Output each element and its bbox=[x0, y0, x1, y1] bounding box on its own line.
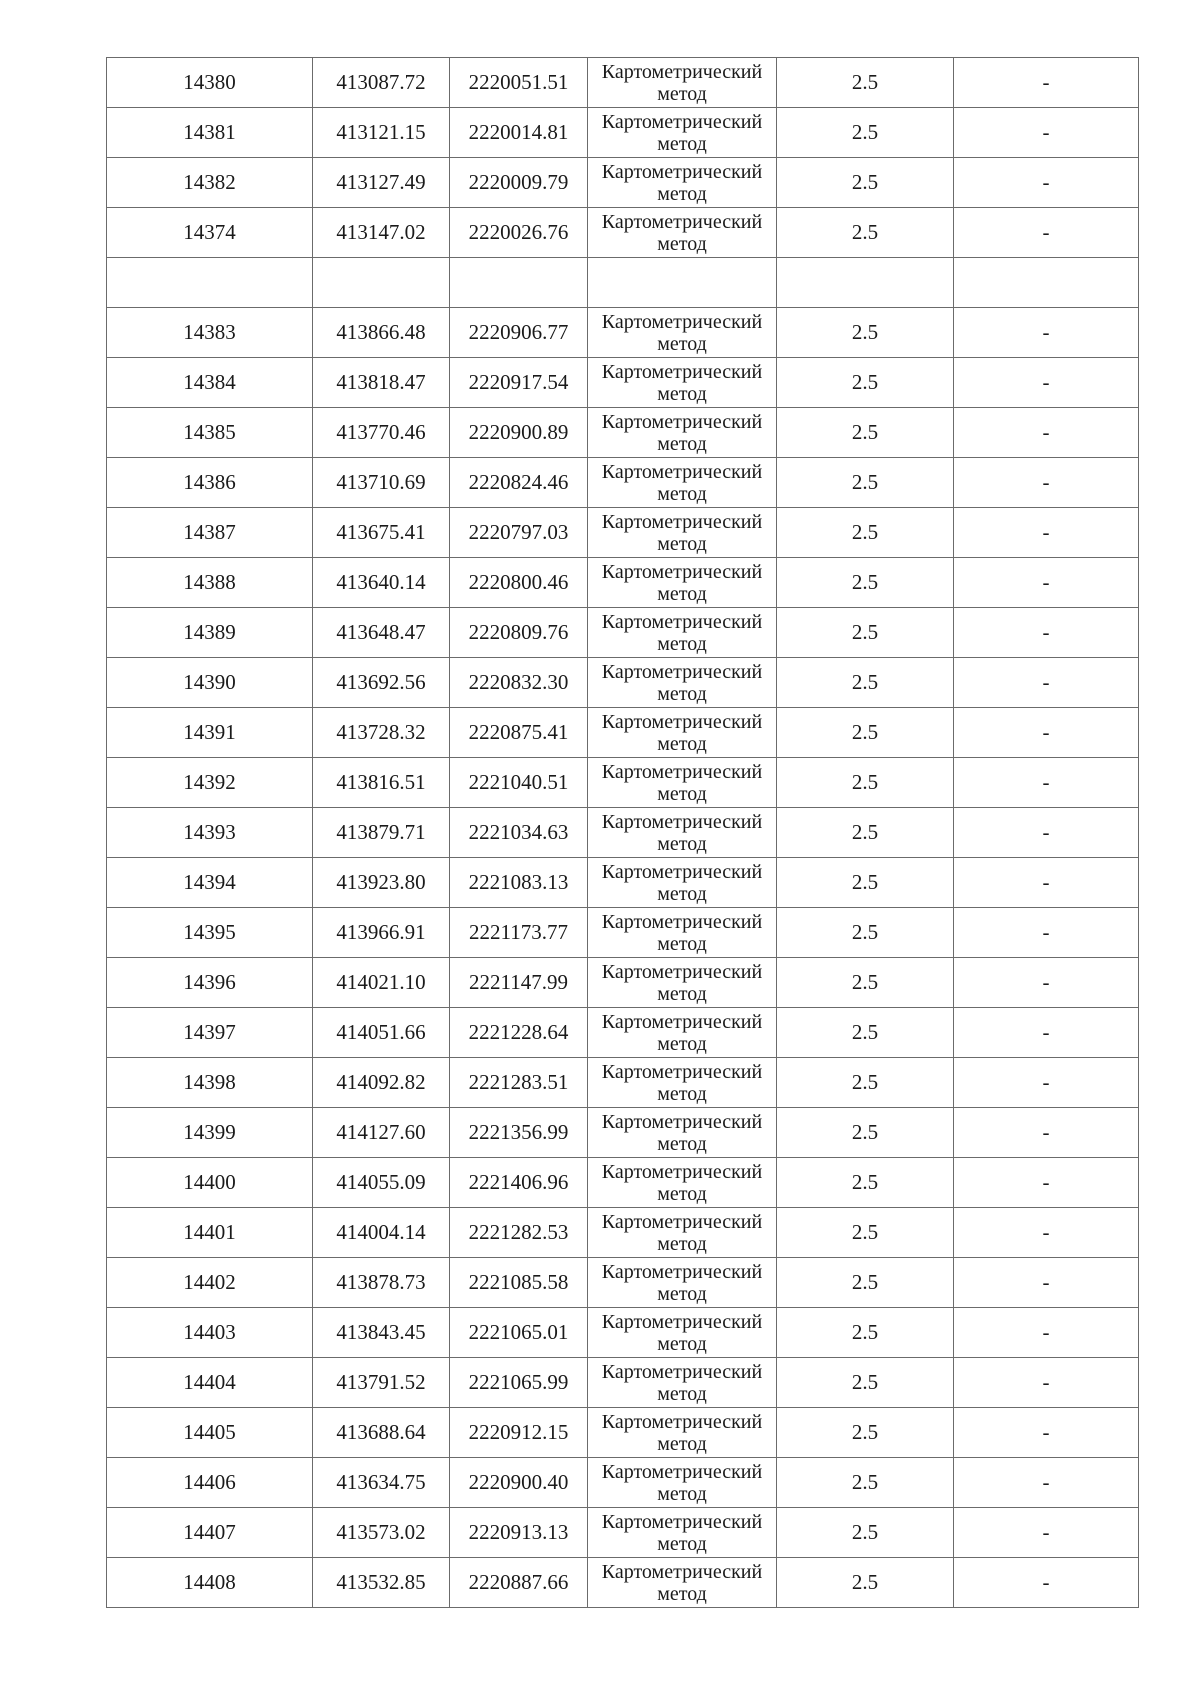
x-coordinate-cell: 413532.85 bbox=[313, 1558, 450, 1608]
note-cell: - bbox=[954, 1558, 1139, 1608]
accuracy-cell: 2.5 bbox=[777, 1408, 954, 1458]
note-cell: - bbox=[954, 1058, 1139, 1108]
y-coordinate-cell: 2220824.46 bbox=[450, 458, 588, 508]
table-row bbox=[107, 408, 1139, 458]
point-number-cell: 14395 bbox=[107, 908, 313, 958]
accuracy-cell: 2.5 bbox=[777, 358, 954, 408]
point-number-cell: 14406 bbox=[107, 1458, 313, 1508]
point-number-cell: 14405 bbox=[107, 1408, 313, 1458]
note-cell: - bbox=[954, 308, 1139, 358]
method-cell: Картометрический метод bbox=[588, 908, 777, 958]
accuracy-cell: 2.5 bbox=[777, 508, 954, 558]
x-coordinate-cell: 414051.66 bbox=[313, 1008, 450, 1058]
method-cell: Картометрический метод bbox=[588, 1108, 777, 1158]
table-row bbox=[107, 1458, 1139, 1508]
accuracy-cell: 2.5 bbox=[777, 1108, 954, 1158]
x-coordinate-cell: 413879.71 bbox=[313, 808, 450, 858]
point-number-cell: 14403 bbox=[107, 1308, 313, 1358]
y-coordinate-cell: 2221083.13 bbox=[450, 858, 588, 908]
accuracy-cell: 2.5 bbox=[777, 1208, 954, 1258]
x-coordinate-cell: 414127.60 bbox=[313, 1108, 450, 1158]
x-coordinate-cell: 413818.47 bbox=[313, 358, 450, 408]
table-row bbox=[107, 1258, 1139, 1308]
point-number-cell: 14381 bbox=[107, 108, 313, 158]
point-number-cell: 14407 bbox=[107, 1508, 313, 1558]
table-row bbox=[107, 808, 1139, 858]
method-cell: Картометрический метод bbox=[588, 108, 777, 158]
note-cell: - bbox=[954, 108, 1139, 158]
point-number-cell: 14383 bbox=[107, 308, 313, 358]
method-cell: Картометрический метод bbox=[588, 858, 777, 908]
method-cell: Картометрический метод bbox=[588, 808, 777, 858]
y-coordinate-cell: 2220009.79 bbox=[450, 158, 588, 208]
note-cell: - bbox=[954, 1308, 1139, 1358]
x-coordinate-cell: 413692.56 bbox=[313, 658, 450, 708]
table-row bbox=[107, 1408, 1139, 1458]
point-number-cell: 14384 bbox=[107, 358, 313, 408]
x-coordinate-cell: 414055.09 bbox=[313, 1158, 450, 1208]
table-row bbox=[107, 1108, 1139, 1158]
point-number-cell: 14374 bbox=[107, 208, 313, 258]
table-row bbox=[107, 1158, 1139, 1208]
point-number-cell: 14392 bbox=[107, 758, 313, 808]
x-coordinate-cell: 413127.49 bbox=[313, 158, 450, 208]
point-number-cell bbox=[107, 258, 313, 308]
y-coordinate-cell: 2220800.46 bbox=[450, 558, 588, 608]
method-cell: Картометрический метод bbox=[588, 408, 777, 458]
point-number-cell: 14399 bbox=[107, 1108, 313, 1158]
y-coordinate-cell: 2221065.01 bbox=[450, 1308, 588, 1358]
note-cell: - bbox=[954, 1458, 1139, 1508]
method-cell: Картометрический метод bbox=[588, 1408, 777, 1458]
accuracy-cell: 2.5 bbox=[777, 1558, 954, 1608]
note-cell: - bbox=[954, 608, 1139, 658]
point-number-cell: 14396 bbox=[107, 958, 313, 1008]
table-row bbox=[107, 1008, 1139, 1058]
y-coordinate-cell: 2220875.41 bbox=[450, 708, 588, 758]
y-coordinate-cell: 2221406.96 bbox=[450, 1158, 588, 1208]
point-number-cell: 14385 bbox=[107, 408, 313, 458]
method-cell: Картометрический метод bbox=[588, 558, 777, 608]
note-cell: - bbox=[954, 1258, 1139, 1308]
point-number-cell: 14393 bbox=[107, 808, 313, 858]
accuracy-cell: 2.5 bbox=[777, 1258, 954, 1308]
x-coordinate-cell: 413147.02 bbox=[313, 208, 450, 258]
point-number-cell: 14400 bbox=[107, 1158, 313, 1208]
table-row bbox=[107, 58, 1139, 108]
accuracy-cell: 2.5 bbox=[777, 858, 954, 908]
x-coordinate-cell: 413816.51 bbox=[313, 758, 450, 808]
table-row bbox=[107, 358, 1139, 408]
table-row bbox=[107, 1208, 1139, 1258]
accuracy-cell: 2.5 bbox=[777, 1308, 954, 1358]
point-number-cell: 14390 bbox=[107, 658, 313, 708]
table-row bbox=[107, 258, 1139, 308]
method-cell: Картометрический метод bbox=[588, 508, 777, 558]
point-number-cell: 14388 bbox=[107, 558, 313, 608]
y-coordinate-cell: 2220887.66 bbox=[450, 1558, 588, 1608]
method-cell: Картометрический метод bbox=[588, 1058, 777, 1108]
y-coordinate-cell: 2220917.54 bbox=[450, 358, 588, 408]
y-coordinate-cell: 2221085.58 bbox=[450, 1258, 588, 1308]
method-cell: Картометрический метод bbox=[588, 1358, 777, 1408]
x-coordinate-cell: 413648.47 bbox=[313, 608, 450, 658]
note-cell: - bbox=[954, 658, 1139, 708]
note-cell: - bbox=[954, 1158, 1139, 1208]
y-coordinate-cell: 2221173.77 bbox=[450, 908, 588, 958]
note-cell: - bbox=[954, 208, 1139, 258]
table-row bbox=[107, 1508, 1139, 1558]
table-row bbox=[107, 858, 1139, 908]
note-cell: - bbox=[954, 958, 1139, 1008]
table-row bbox=[107, 1308, 1139, 1358]
y-coordinate-cell: 2220014.81 bbox=[450, 108, 588, 158]
y-coordinate-cell: 2221282.53 bbox=[450, 1208, 588, 1258]
note-cell: - bbox=[954, 558, 1139, 608]
x-coordinate-cell: 413573.02 bbox=[313, 1508, 450, 1558]
accuracy-cell: 2.5 bbox=[777, 958, 954, 1008]
y-coordinate-cell bbox=[450, 258, 588, 308]
point-number-cell: 14382 bbox=[107, 158, 313, 208]
note-cell: - bbox=[954, 1008, 1139, 1058]
y-coordinate-cell: 2221065.99 bbox=[450, 1358, 588, 1408]
y-coordinate-cell: 2220026.76 bbox=[450, 208, 588, 258]
table-row bbox=[107, 458, 1139, 508]
method-cell: Картометрический метод bbox=[588, 308, 777, 358]
note-cell: - bbox=[954, 1408, 1139, 1458]
x-coordinate-cell: 413710.69 bbox=[313, 458, 450, 508]
y-coordinate-cell: 2220809.76 bbox=[450, 608, 588, 658]
note-cell: - bbox=[954, 1108, 1139, 1158]
table-row bbox=[107, 208, 1139, 258]
method-cell: Картометрический метод bbox=[588, 1208, 777, 1258]
x-coordinate-cell: 413791.52 bbox=[313, 1358, 450, 1408]
x-coordinate-cell: 413966.91 bbox=[313, 908, 450, 958]
accuracy-cell: 2.5 bbox=[777, 758, 954, 808]
table-row bbox=[107, 958, 1139, 1008]
x-coordinate-cell bbox=[313, 258, 450, 308]
point-number-cell: 14398 bbox=[107, 1058, 313, 1108]
method-cell: Картометрический метод bbox=[588, 58, 777, 108]
note-cell: - bbox=[954, 158, 1139, 208]
y-coordinate-cell: 2221034.63 bbox=[450, 808, 588, 858]
accuracy-cell: 2.5 bbox=[777, 1458, 954, 1508]
table-row bbox=[107, 508, 1139, 558]
method-cell: Картометрический метод bbox=[588, 1508, 777, 1558]
accuracy-cell: 2.5 bbox=[777, 1058, 954, 1108]
x-coordinate-cell: 413640.14 bbox=[313, 558, 450, 608]
x-coordinate-cell: 413634.75 bbox=[313, 1458, 450, 1508]
accuracy-cell: 2.5 bbox=[777, 708, 954, 758]
table-row bbox=[107, 608, 1139, 658]
note-cell: - bbox=[954, 1208, 1139, 1258]
method-cell: Картометрический метод bbox=[588, 1458, 777, 1508]
method-cell: Картометрический метод bbox=[588, 658, 777, 708]
point-number-cell: 14401 bbox=[107, 1208, 313, 1258]
y-coordinate-cell: 2220900.89 bbox=[450, 408, 588, 458]
x-coordinate-cell: 413688.64 bbox=[313, 1408, 450, 1458]
accuracy-cell: 2.5 bbox=[777, 108, 954, 158]
y-coordinate-cell: 2221356.99 bbox=[450, 1108, 588, 1158]
method-cell: Картометрический метод bbox=[588, 1308, 777, 1358]
note-cell bbox=[954, 258, 1139, 308]
x-coordinate-cell: 414092.82 bbox=[313, 1058, 450, 1108]
accuracy-cell: 2.5 bbox=[777, 608, 954, 658]
x-coordinate-cell: 413087.72 bbox=[313, 58, 450, 108]
y-coordinate-cell: 2221283.51 bbox=[450, 1058, 588, 1108]
point-number-cell: 14389 bbox=[107, 608, 313, 658]
method-cell: Картометрический метод bbox=[588, 758, 777, 808]
coordinates-table bbox=[106, 57, 1139, 1608]
x-coordinate-cell: 413878.73 bbox=[313, 1258, 450, 1308]
method-cell: Картометрический метод bbox=[588, 1558, 777, 1608]
note-cell: - bbox=[954, 808, 1139, 858]
method-cell: Картометрический метод bbox=[588, 1008, 777, 1058]
method-cell: Картометрический метод bbox=[588, 458, 777, 508]
note-cell: - bbox=[954, 408, 1139, 458]
point-number-cell: 14380 bbox=[107, 58, 313, 108]
table-row bbox=[107, 758, 1139, 808]
accuracy-cell: 2.5 bbox=[777, 158, 954, 208]
x-coordinate-cell: 413675.41 bbox=[313, 508, 450, 558]
accuracy-cell: 2.5 bbox=[777, 558, 954, 608]
y-coordinate-cell: 2220900.40 bbox=[450, 1458, 588, 1508]
table-body bbox=[107, 58, 1139, 1608]
table-row bbox=[107, 158, 1139, 208]
accuracy-cell bbox=[777, 258, 954, 308]
method-cell: Картометрический метод bbox=[588, 1158, 777, 1208]
method-cell: Картометрический метод bbox=[588, 158, 777, 208]
method-cell: Картометрический метод bbox=[588, 608, 777, 658]
y-coordinate-cell: 2221228.64 bbox=[450, 1008, 588, 1058]
note-cell: - bbox=[954, 858, 1139, 908]
point-number-cell: 14408 bbox=[107, 1558, 313, 1608]
table-row bbox=[107, 1558, 1139, 1608]
accuracy-cell: 2.5 bbox=[777, 658, 954, 708]
note-cell: - bbox=[954, 1358, 1139, 1408]
x-coordinate-cell: 413866.48 bbox=[313, 308, 450, 358]
point-number-cell: 14386 bbox=[107, 458, 313, 508]
y-coordinate-cell: 2220832.30 bbox=[450, 658, 588, 708]
x-coordinate-cell: 414021.10 bbox=[313, 958, 450, 1008]
method-cell: Картометрический метод bbox=[588, 708, 777, 758]
accuracy-cell: 2.5 bbox=[777, 208, 954, 258]
accuracy-cell: 2.5 bbox=[777, 1008, 954, 1058]
point-number-cell: 14397 bbox=[107, 1008, 313, 1058]
note-cell: - bbox=[954, 708, 1139, 758]
accuracy-cell: 2.5 bbox=[777, 58, 954, 108]
x-coordinate-cell: 413843.45 bbox=[313, 1308, 450, 1358]
accuracy-cell: 2.5 bbox=[777, 1508, 954, 1558]
method-cell: Картометрический метод bbox=[588, 208, 777, 258]
point-number-cell: 14387 bbox=[107, 508, 313, 558]
x-coordinate-cell: 414004.14 bbox=[313, 1208, 450, 1258]
point-number-cell: 14402 bbox=[107, 1258, 313, 1308]
table-row bbox=[107, 1058, 1139, 1108]
accuracy-cell: 2.5 bbox=[777, 458, 954, 508]
y-coordinate-cell: 2220906.77 bbox=[450, 308, 588, 358]
table-row bbox=[107, 1358, 1139, 1408]
note-cell: - bbox=[954, 1508, 1139, 1558]
note-cell: - bbox=[954, 908, 1139, 958]
accuracy-cell: 2.5 bbox=[777, 808, 954, 858]
x-coordinate-cell: 413923.80 bbox=[313, 858, 450, 908]
note-cell: - bbox=[954, 58, 1139, 108]
point-number-cell: 14391 bbox=[107, 708, 313, 758]
x-coordinate-cell: 413728.32 bbox=[313, 708, 450, 758]
x-coordinate-cell: 413770.46 bbox=[313, 408, 450, 458]
accuracy-cell: 2.5 bbox=[777, 908, 954, 958]
note-cell: - bbox=[954, 508, 1139, 558]
x-coordinate-cell: 413121.15 bbox=[313, 108, 450, 158]
accuracy-cell: 2.5 bbox=[777, 308, 954, 358]
method-cell bbox=[588, 258, 777, 308]
accuracy-cell: 2.5 bbox=[777, 1358, 954, 1408]
note-cell: - bbox=[954, 458, 1139, 508]
table-row bbox=[107, 308, 1139, 358]
method-cell: Картометрический метод bbox=[588, 958, 777, 1008]
point-number-cell: 14404 bbox=[107, 1358, 313, 1408]
table-row bbox=[107, 708, 1139, 758]
y-coordinate-cell: 2221040.51 bbox=[450, 758, 588, 808]
accuracy-cell: 2.5 bbox=[777, 408, 954, 458]
note-cell: - bbox=[954, 358, 1139, 408]
point-number-cell: 14394 bbox=[107, 858, 313, 908]
table-row bbox=[107, 558, 1139, 608]
y-coordinate-cell: 2220913.13 bbox=[450, 1508, 588, 1558]
table-row bbox=[107, 908, 1139, 958]
y-coordinate-cell: 2220797.03 bbox=[450, 508, 588, 558]
method-cell: Картометрический метод bbox=[588, 358, 777, 408]
y-coordinate-cell: 2220051.51 bbox=[450, 58, 588, 108]
y-coordinate-cell: 2220912.15 bbox=[450, 1408, 588, 1458]
accuracy-cell: 2.5 bbox=[777, 1158, 954, 1208]
y-coordinate-cell: 2221147.99 bbox=[450, 958, 588, 1008]
note-cell: - bbox=[954, 758, 1139, 808]
table-row bbox=[107, 108, 1139, 158]
table-row bbox=[107, 658, 1139, 708]
method-cell: Картометрический метод bbox=[588, 1258, 777, 1308]
